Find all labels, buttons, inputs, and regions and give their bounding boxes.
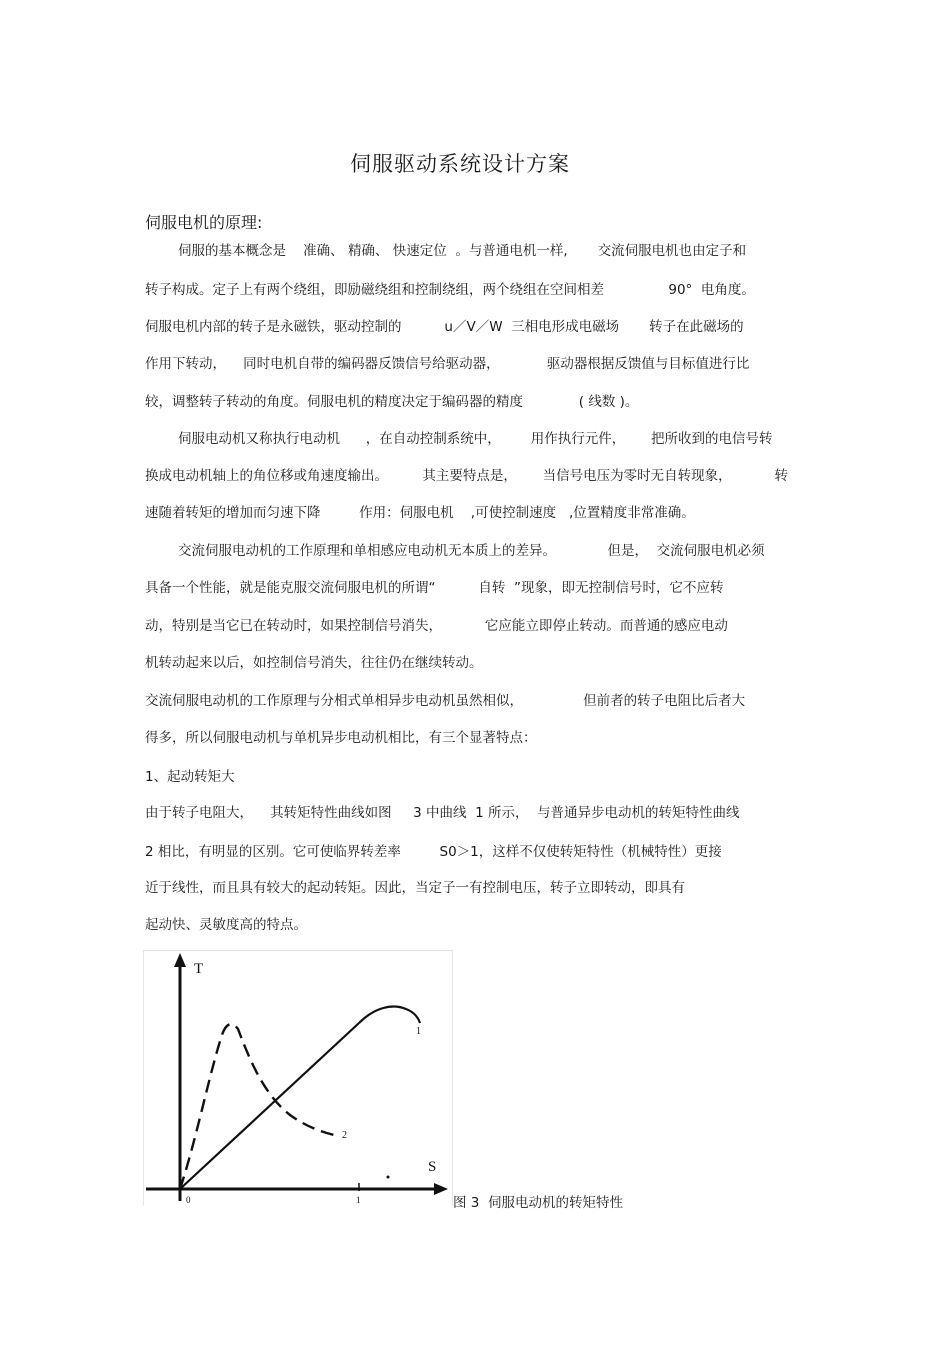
paragraph-line: 动，特别是当它已在转动时，如果控制信号消失， 它应能立即停止转动。而普通的感应电动: [145, 618, 728, 634]
figure-caption: 图 3 伺服电动机的转矩特性: [453, 1195, 623, 1211]
paragraph-line: 伺服电动机又称执行电动机 ，在自动控制系统中， 用作执行元件， 把所收到的电信号转: [178, 431, 773, 447]
x-axis-label: S: [428, 1159, 437, 1175]
paragraph-line: 起动快、灵敏度高的特点。: [145, 917, 307, 933]
paragraph-line: 转子构成。定子上有两个绕组，即励磁绕组和控制绕组，两个绕组在空间相差 90° 电角度。: [145, 282, 755, 298]
paragraph-line: 较，调整转子转动的角度。伺服电机的精度决定于编码器的精度 ( 线数 )。: [145, 394, 639, 410]
paragraph-line: 2 相比，有明显的区别。它可使临界转差率 S0＞1，这样不仅使转矩特性（机械特性）更接: [145, 844, 722, 860]
curve-2: [180, 1024, 334, 1189]
y-axis-label: T: [194, 961, 204, 977]
paragraph-line: 作用下转动， 同时电机自带的编码器反馈信号给驱动器， 驱动器根据反馈值与目标值进行比: [145, 356, 750, 372]
curve-1-label: 1: [416, 1026, 421, 1037]
x-tick-label: 1: [356, 1195, 361, 1205]
paragraph-line: 交流伺服电动机的工作原理与分相式单相异步电动机虽然相似， 但前者的转子电阻比后者大: [145, 693, 746, 709]
torque-characteristic-figure: [143, 950, 453, 1206]
paragraph-line: 得多，所以伺服电动机与单机异步电动机相比，有三个显著特点：: [145, 730, 537, 746]
paragraph-line: 伺服电机内部的转子是永磁铁，驱动控制的 u／V／W 三相电形成电磁场 转子在此磁场的: [145, 319, 744, 335]
torque-characteristic-diagram: [144, 951, 452, 1206]
curve-1: [180, 1007, 420, 1189]
stray-dot: [387, 1176, 390, 1179]
list-item-heading: 1、起动转矩大: [145, 769, 235, 785]
curve-2-label: 2: [342, 1130, 347, 1141]
paragraph-line: 机转动起来以后，如控制信号消失，往往仍在继续转动。: [145, 655, 483, 671]
section-heading: 伺服电机的原理:: [145, 213, 263, 232]
paragraph-line: 近于线性，而且具有较大的起动转矩。因此，当定子一有控制电压，转子立即转动，即具有: [145, 880, 685, 896]
paragraph-line: 换成电动机轴上的角位移或角速度输出。 其主要特点是， 当信号电压为零时无自转现象， 转: [145, 468, 788, 484]
paragraph-line: 具备一个性能，就是能克服交流伺服电机的所谓“ 自转 ”现象，即无控制信号时，它不应转: [145, 580, 724, 596]
origin-label: 0: [186, 1195, 191, 1205]
paragraph-line: 交流伺服电动机的工作原理和单相感应电动机无本质上的差异。 但是， 交流伺服电机必须: [178, 543, 765, 559]
paragraph-line: 速随着转矩的增加而匀速下降 作用：伺服电机 ,可使控制速度 ,位置精度非常准确。: [145, 505, 695, 521]
paragraph-line: 伺服的基本概念是 准确、 精确、 快速定位 。与普通电机一样, 交流伺服电机也由定子和: [178, 243, 747, 259]
y-axis-arrow: [174, 953, 186, 967]
x-axis-arrow: [434, 1183, 448, 1195]
page-title: 伺服驱动系统设计方案: [350, 152, 570, 176]
paragraph-line: 由于转子电阻大， 其转矩特性曲线如图 3 中曲线 1 所示， 与普通异步电动机的转矩特性曲线: [145, 805, 740, 821]
